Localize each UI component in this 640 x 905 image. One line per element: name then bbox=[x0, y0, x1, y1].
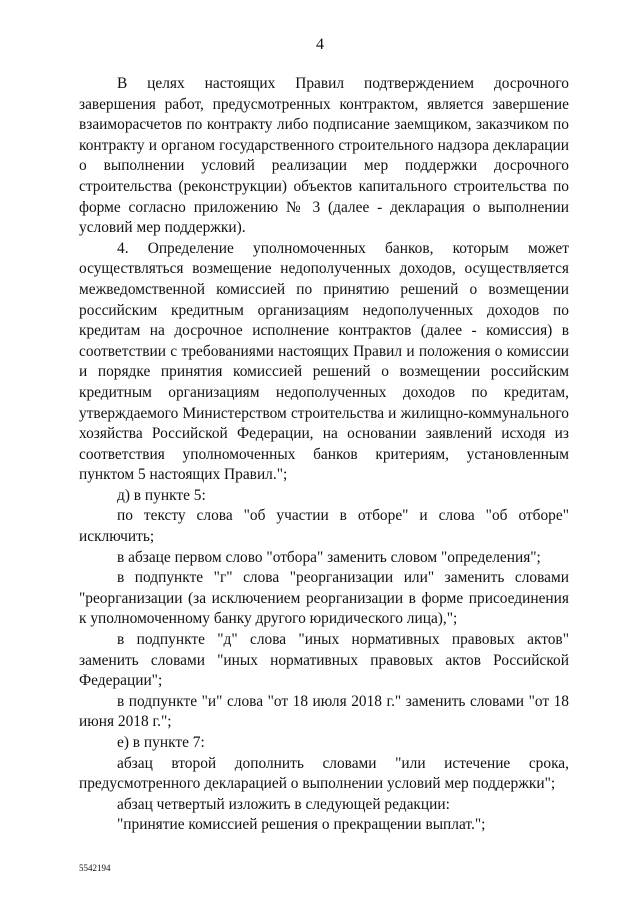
paragraph-subpoint-g: в подпункте "г" слова "реорганизации или" заменить словами "реорганизации (за исключением реорганизации в форме присоединения к уполномоченному банку другого юридического лица),"; bbox=[79, 569, 569, 628]
paragraph-item-4: 4. Определение уполномоченных банков, которым может осуществляться возмещение недополученных доходов, осуществляется межведомственной комиссией по принятию решений о возмещении российским кредитным организациям недополученных доходов по кредитам на досрочное исполнение контрактов (далее - комиссия) в соответствии с требованиями настоящих Правил и положения о комиссии и порядке принятия комиссией решений о возмещении российским кредитным организациям недополученных доходов по кредитам, утверждаемого Министерством строительства и жилищно-коммунального хозяйства Российской Федерации, на основании заявлений исходя из соответствия уполномоченных банков критериям, установленным пунктом 5 настоящих Правил."; bbox=[79, 239, 569, 484]
document-code: 5542194 bbox=[79, 863, 111, 873]
document-body bbox=[79, 74, 569, 836]
paragraph-subpoint-i: в подпункте "и" слова "от 18 июля 2018 г." заменить словами "от 18 июня 2018 г."; bbox=[79, 692, 569, 731]
paragraph-first-abzac: в абзаце первом слово "отбора" заменить словом "определения"; bbox=[117, 548, 541, 566]
paragraph-declaration-definition: В целях настоящих Правил подтверждением досрочного завершения работ, предусмотренных контрактом, является завершение взаиморасчетов по контракту либо подписание заемщиком, заказчиком по контракту и органом государственного строительного надзора декларации о выполнении условий реализации мер поддержки досрочного строительства (реконструкции) объектов капитального строительства по форме согласно приложению № 3 (далее - декларация о выполнении условий мер поддержки). bbox=[79, 75, 569, 237]
paragraph-subpoint-d: в подпункте "д" слова "иных нормативных правовых актов" заменить словами "иных нормативных правовых актов Российской Федерации"; bbox=[79, 631, 569, 690]
paragraph-new-wording: "принятие комиссией решения о прекращении выплат."; bbox=[117, 816, 486, 834]
paragraph-fourth-abzac: абзац четвертый изложить в следующей редакции: bbox=[117, 795, 450, 813]
paragraph-subitem-d: д) в пункте 5: bbox=[117, 486, 206, 504]
paragraph-second-abzac: абзац второй дополнить словами "или истечение срока, предусмотренного декларацией о выполнении условий мер поддержки"; bbox=[79, 754, 569, 793]
paragraph-subitem-e: е) в пункте 7: bbox=[117, 734, 205, 751]
page-number: 4 bbox=[316, 36, 324, 53]
paragraph-exclude-words: по тексту слова "об участии в отборе" и слова "об отборе" исключить; bbox=[79, 507, 569, 546]
